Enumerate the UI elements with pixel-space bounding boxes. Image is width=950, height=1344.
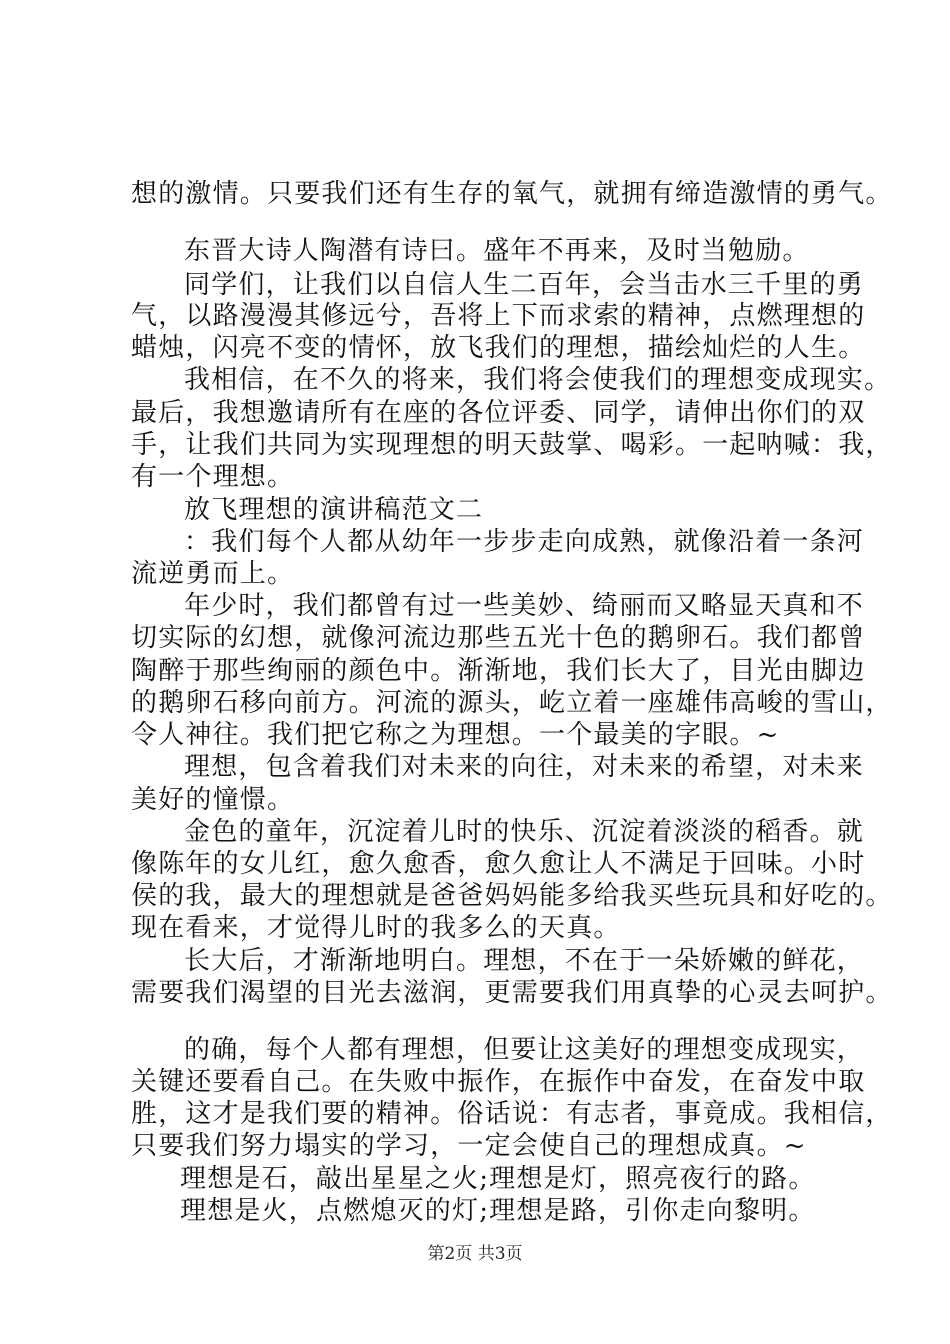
text-line: 理想，包含着我们对未来的向往，对未来的希望，对未来 xyxy=(184,752,865,782)
page-number-footer: 第2页 共3页 xyxy=(427,1244,523,1264)
text-line: 的确，每个人都有理想，但要让这美好的理想变成现实， xyxy=(184,1035,865,1065)
text-line: 有一个理想。 xyxy=(131,462,295,492)
text-line: 理想是火，点燃熄灭的灯;理想是路，引你走向黎明。 xyxy=(180,1196,816,1226)
text-line: 我相信，在不久的将来，我们将会使我们的理想变成现实。 xyxy=(184,365,892,395)
text-line: 胜，这才是我们要的精神。俗话说：有志者，事竟成。我相信， xyxy=(131,1099,893,1129)
text-line: 需要我们渴望的目光去滋润，更需要我们用真挚的心灵去呵护。 xyxy=(131,978,893,1008)
text-line: 同学们，让我们以自信人生二百年，会当击水三千里的勇 xyxy=(184,270,865,300)
text-line: 蜡烛，闪亮不变的情怀，放飞我们的理想，描绘灿烂的人生。 xyxy=(131,333,866,363)
text-line: 只要我们努力塌实的学习，一定会使自己的理想成真。~ xyxy=(131,1131,807,1161)
text-line: 手，让我们共同为实现理想的明天鼓掌、喝彩。一起呐喊：我， xyxy=(131,430,893,460)
text-line: 想的激情。只要我们还有生存的氧气，就拥有缔造激情的勇气。 xyxy=(131,179,893,209)
text-line: 像陈年的女儿红，愈久愈香，愈久愈让人不满足于回味。小时 xyxy=(131,849,866,879)
text-line: 气，以路漫漫其修远兮，吾将上下而求索的精神，点燃理想的 xyxy=(131,301,866,331)
text-line: 美好的憧憬。 xyxy=(131,785,295,815)
text-line: 流逆勇而上。 xyxy=(131,559,295,589)
text-line: 的鹅卵石移向前方。河流的源头，屹立着一座雄伟高峻的雪山， xyxy=(131,688,893,718)
text-line: 最后，我想邀请所有在座的各位评委、同学，请伸出你们的双 xyxy=(131,398,866,428)
text-line: ：我们每个人都从幼年一步步走向成熟，就像沿着一条河 xyxy=(184,527,865,557)
text-line: 令人神往。我们把它称之为理想。一个最美的字眼。~ xyxy=(131,720,780,750)
text-line: 东晋大诗人陶潜有诗曰。盛年不再来，及时当勉励。 xyxy=(184,236,810,266)
text-line: 切实际的幻想，就像河流边那些五光十色的鹅卵石。我们都曾 xyxy=(131,623,866,653)
text-line: 年少时，我们都曾有过一些美妙、绮丽而又略显天真和不 xyxy=(184,591,865,621)
text-line: 关键还要看自己。在失败中振作，在振作中奋发，在奋发中取 xyxy=(131,1067,866,1097)
text-line: 陶醉于那些绚丽的颜色中。渐渐地，我们长大了，目光由脚边 xyxy=(131,656,866,686)
text-line: 理想是石，敲出星星之火;理想是灯，照亮夜行的路。 xyxy=(180,1164,816,1194)
text-line: 现在看来，才觉得儿时的我多么的天真。 xyxy=(131,913,621,943)
section-heading: 放飞理想的演讲稿范文二 xyxy=(184,495,484,525)
text-line: 金色的童年，沉淀着儿时的快乐、沉淀着淡淡的稻香。就 xyxy=(184,817,865,847)
text-line: 侯的我，最大的理想就是爸爸妈妈能多给我买些玩具和好吃的。 xyxy=(131,881,893,911)
text-line: 长大后，才渐渐地明白。理想，不在于一朵娇嫩的鲜花， xyxy=(184,946,865,976)
